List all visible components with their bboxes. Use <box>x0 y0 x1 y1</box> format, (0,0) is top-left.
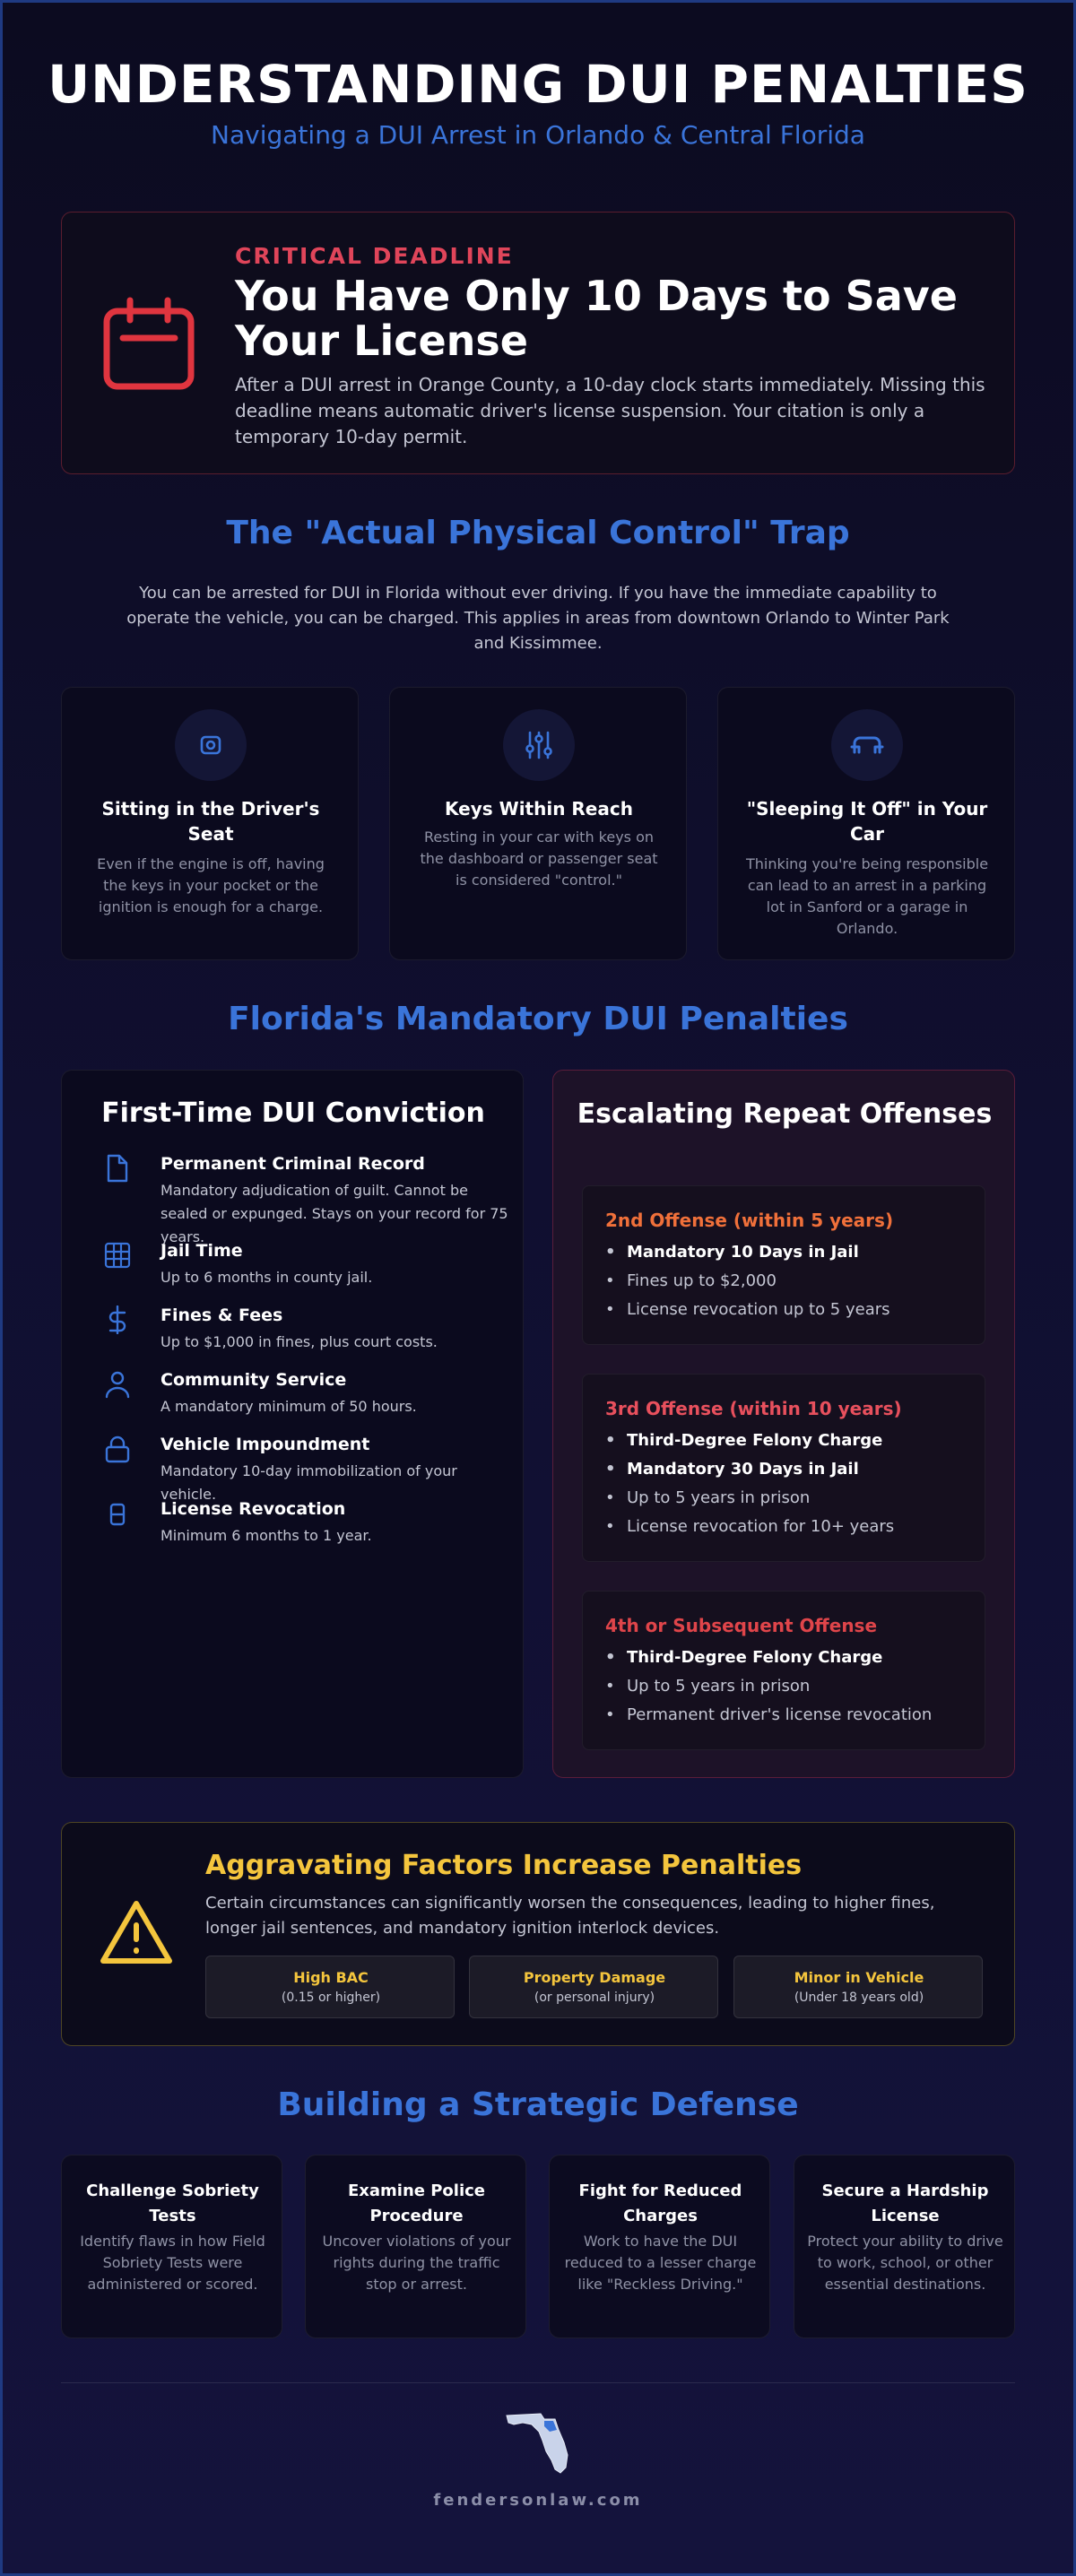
penalty-title: Jail Time <box>161 1241 243 1261</box>
sofa-icon <box>831 709 903 781</box>
factor-title: High BAC <box>293 1969 369 1986</box>
penalty-title: Fines & Fees <box>161 1305 283 1325</box>
trap-card-desc: Thinking you're being responsible can lead to an arrest in a parking lot in Sanford or a garage in Orlando. <box>745 855 989 937</box>
defense-card-procedure <box>305 2155 526 2338</box>
offense-bullet: • Mandatory 10 Days in Jail <box>605 1238 890 1267</box>
offense-bullets <box>605 1238 890 1324</box>
offense-bullet: • Fines up to $2,000 <box>605 1267 890 1296</box>
first-offense-card <box>61 1070 524 1778</box>
lock-icon <box>89 1435 143 1467</box>
first-offense-title: First-Time DUI Conviction <box>101 1097 485 1129</box>
trap-card-title: Sitting in the Driver's Seat <box>101 798 320 845</box>
dollar-icon <box>89 1305 143 1338</box>
penalty-desc: Mandatory 10-day immobilization of your vehicle. <box>161 1462 457 1503</box>
offense-bullet: • Third-Degree Felony Charge <box>605 1427 894 1455</box>
defense-card-desc: Identify flaws in how Field Sobriety Tests were administered or scored. <box>80 2233 265 2293</box>
footer-divider <box>61 2382 1015 2383</box>
trap-card-sleeping <box>717 687 1015 960</box>
file-icon <box>89 1154 143 1186</box>
defense-card-title: Secure a Hardship License <box>821 2181 989 2225</box>
offense-title: 4th or Subsequent Offense <box>605 1615 878 1636</box>
aggravating-title: Aggravating Factors Increase Penalties <box>205 1850 803 1881</box>
offense-title: 2nd Offense (within 5 years) <box>605 1210 894 1231</box>
aggravating-desc: Certain circumstances can significantly worsen the consequences, leading to higher fines, longer jail sentences, and mandatory ignition interlock devices. <box>205 1894 935 1938</box>
offense-bullet: • Permanent driver's license revocation <box>605 1701 932 1730</box>
factor-chip-high-bac <box>205 1956 455 2018</box>
offense-bullets <box>605 1644 932 1730</box>
aggravating-card <box>61 1822 1015 2046</box>
offense-bullets <box>605 1427 894 1541</box>
page-title: UNDERSTANDING DUI PENALTIES <box>48 54 1028 115</box>
defense-card-desc: Uncover violations of your rights during the traffic stop or arrest. <box>322 2233 511 2293</box>
trap-card-title: "Sleeping It Off" in Your Car <box>746 798 988 845</box>
trap-card-keys <box>389 687 687 960</box>
user-icon <box>89 1370 143 1402</box>
deadline-description: After a DUI arrest in Orange County, a 10-day clock starts immediately. Missing this deadline means automatic driver's license suspension. Your citation is only a temporary 10-day permit. <box>235 374 985 447</box>
factor-title: Property Damage <box>523 1969 666 1986</box>
trap-card-desc: Resting in your car with keys on the dashboard or passenger seat is considered "control." <box>420 828 658 889</box>
trap-intro: You can be arrested for DUI in Florida without ever driving. If you have the immediate capability to operate the vehicle, you can be charged. This applies in areas from downtown Orlando to Winter Park and Kissimmee. <box>126 584 950 653</box>
penalty-title: Vehicle Impoundment <box>161 1435 370 1454</box>
offense-bullet: • Up to 5 years in prison <box>605 1672 932 1701</box>
trap-title: The "Actual Physical Control" Trap <box>226 515 850 551</box>
penalty-title: Community Service <box>161 1370 347 1390</box>
factor-chip-minor <box>733 1956 983 2018</box>
offense-bullet: • Mandatory 30 Days in Jail <box>605 1455 894 1484</box>
jail-grid-icon <box>89 1241 143 1273</box>
offense-bullet: • License revocation for 10+ years <box>605 1513 894 1541</box>
sliders-icon <box>503 709 575 781</box>
trap-card-drivers-seat <box>61 687 359 960</box>
factor-sub: (0.15 or higher) <box>281 1991 381 2005</box>
repeat-offense-card <box>552 1070 1015 1778</box>
warning-icon <box>98 1898 175 1972</box>
defense-card-desc: Work to have the DUI reduced to a lesser charge like "Reckless Driving." <box>564 2233 757 2293</box>
penalties-title: Florida's Mandatory DUI Penalties <box>228 1001 848 1037</box>
deadline-headline: You Have Only 10 Days to Save Your License <box>235 272 958 365</box>
defense-card-reduced <box>549 2155 770 2338</box>
penalty-desc: Up to 6 months in county jail. <box>161 1269 373 1286</box>
defense-card-sobriety <box>61 2155 282 2338</box>
offense-card-2nd <box>582 1185 985 1345</box>
defense-card-title: Examine Police Procedure <box>347 2181 486 2225</box>
penalty-title: Permanent Criminal Record <box>161 1154 425 1174</box>
defense-title: Building a Strategic Defense <box>277 2086 799 2123</box>
factor-chip-property <box>469 1956 718 2018</box>
defense-card-title: Challenge Sobriety Tests <box>86 2181 259 2225</box>
trap-card-title: Keys Within Reach <box>445 798 633 820</box>
offense-title: 3rd Offense (within 10 years) <box>605 1398 902 1419</box>
penalty-desc: A mandatory minimum of 50 hours. <box>161 1398 417 1415</box>
deadline-card <box>61 212 1015 474</box>
factor-title: Minor in Vehicle <box>794 1969 924 1986</box>
license-icon <box>89 1499 143 1531</box>
penalty-desc: Minimum 6 months to 1 year. <box>161 1527 372 1544</box>
factor-sub: (Under 18 years old) <box>794 1991 924 2005</box>
florida-map-icon <box>505 2412 571 2478</box>
defense-card-hardship <box>794 2155 1015 2338</box>
offense-card-3rd <box>582 1374 985 1562</box>
offense-card-4th <box>582 1591 985 1750</box>
penalty-desc: Up to $1,000 in fines, plus court costs. <box>161 1333 438 1350</box>
steering-wheel-icon <box>175 709 247 781</box>
penalty-desc: Mandatory adjudication of guilt. Cannot be sealed or expunged. Stays on your record for 75 years. <box>161 1182 508 1245</box>
penalty-title: License Revocation <box>161 1499 346 1519</box>
page-subtitle: Navigating a DUI Arrest in Orlando & Central Florida <box>211 120 865 150</box>
factor-sub: (or personal injury) <box>534 1991 655 2005</box>
defense-card-desc: Protect your ability to drive to work, school, or other essential destinations. <box>807 2233 1003 2293</box>
defense-card-title: Fight for Reduced Charges <box>578 2181 742 2225</box>
footer-site-link[interactable]: fendersonlaw.com <box>433 2491 643 2510</box>
offense-bullet: • Up to 5 years in prison <box>605 1484 894 1513</box>
offense-bullet: • License revocation up to 5 years <box>605 1296 890 1324</box>
repeat-offense-title: Escalating Repeat Offenses <box>577 1098 993 1130</box>
calendar-icon <box>100 295 198 397</box>
deadline-kicker: CRITICAL DEADLINE <box>235 243 514 269</box>
trap-card-desc: Even if the engine is off, having the keys in your pocket or the ignition is enough for a charge. <box>97 855 325 915</box>
offense-bullet: • Third-Degree Felony Charge <box>605 1644 932 1672</box>
